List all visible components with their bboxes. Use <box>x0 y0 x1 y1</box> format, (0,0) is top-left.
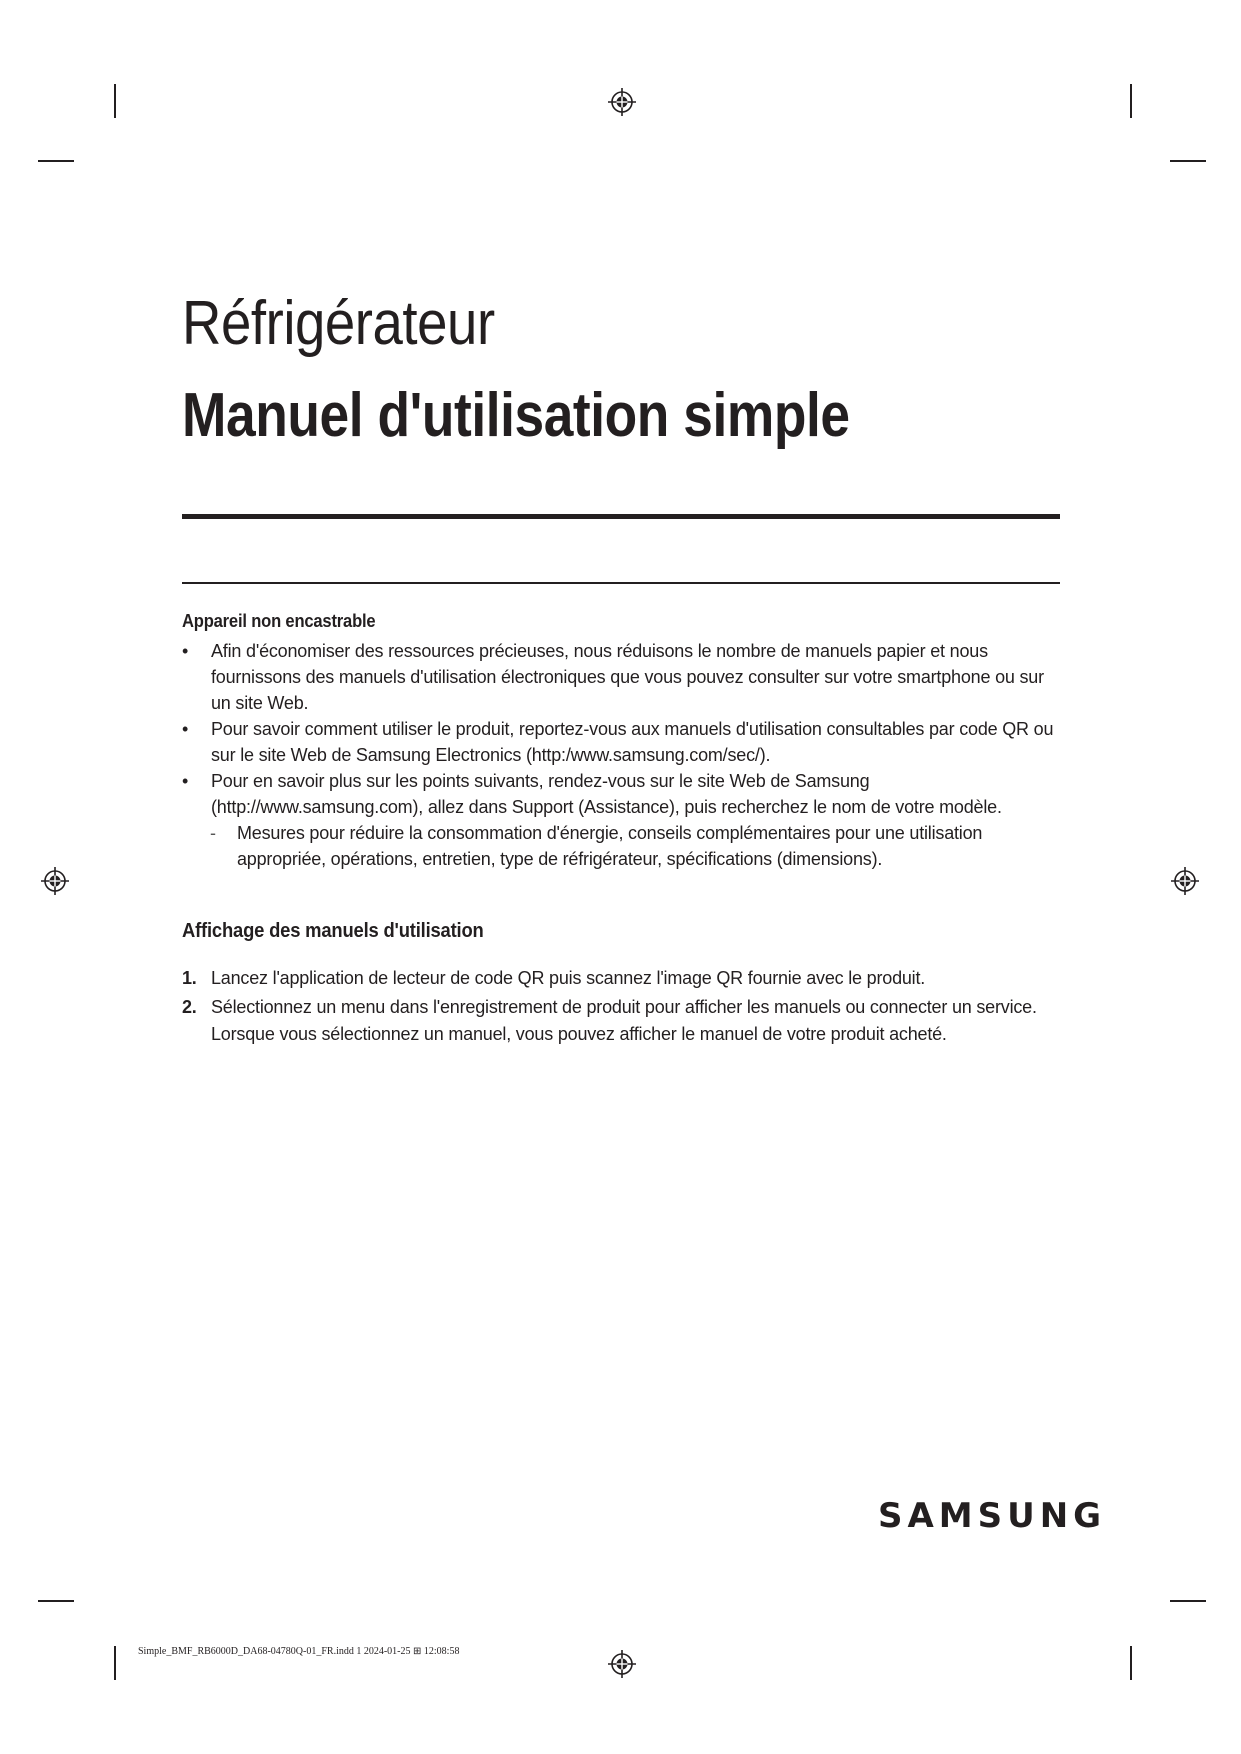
bullet-icon: • <box>182 719 189 739</box>
crop-mark <box>1170 160 1206 162</box>
crop-mark <box>1130 1646 1132 1680</box>
list-item-text: Pour savoir comment utiliser le produit, reportez-vous aux manuels d'utilisation consultables par code QR ou sur le site Web de Samsung Electronics (http:/www.samsung.com/sec/). <box>211 719 1054 765</box>
step-text: Sélectionnez un menu dans l'enregistrement de produit pour afficher les manuels ou connecter un service. Lorsque vous sélectionnez un manuel, vous pouvez afficher le manuel de votre produit acheté. <box>211 997 1037 1044</box>
list-item <box>182 638 1060 716</box>
list-item <box>182 716 1060 768</box>
step-number: 2. <box>182 997 197 1017</box>
step-item <box>182 994 1060 1048</box>
bullet-list <box>182 638 1060 820</box>
registration-mark-icon <box>40 866 70 896</box>
sub-list-item <box>182 820 1060 872</box>
section-heading: Affichage des manuels d'utilisation <box>182 920 484 942</box>
registration-mark-icon <box>607 87 637 117</box>
crop-mark <box>114 1646 116 1680</box>
list-item-text: Pour en savoir plus sur les points suivants, rendez-vous sur le site Web de Samsung (http://www.samsung.com), allez dans Support (Assistance), puis recherchez le nom de votre modèle. <box>211 771 1002 817</box>
step-text: Lancez l'application de lecteur de code QR puis scannez l'image QR fournie avec le produit. <box>211 968 926 988</box>
section-heading: Appareil non encastrable <box>182 611 376 631</box>
dash-icon: - <box>210 823 216 843</box>
section-viewing-manuals <box>182 918 1060 1048</box>
divider-thin <box>182 582 1060 584</box>
section-freestanding <box>182 608 1060 872</box>
steps-list <box>182 965 1060 1048</box>
list-item-text: Afin d'économiser des ressources précieuses, nous réduisons le nombre de manuels papier et nous fournissons des manuels d'utilisation électroniques que vous pouvez consulter sur votre smartphone ou sur un site Web. <box>211 641 1044 713</box>
samsung-logo: SAMSUNG <box>878 1496 1107 1536</box>
document-subtitle: Manuel d'utilisation simple <box>182 381 850 450</box>
list-item <box>182 768 1060 820</box>
sub-list <box>182 820 1060 872</box>
document-title: Réfrigérateur <box>182 289 495 358</box>
crop-mark <box>114 84 116 118</box>
crop-mark <box>1170 1600 1206 1602</box>
registration-mark-icon <box>607 1649 637 1679</box>
bullet-icon: • <box>182 771 189 791</box>
crop-mark <box>38 1600 74 1602</box>
crop-mark <box>1130 84 1132 118</box>
step-number: 1. <box>182 968 197 988</box>
bullet-icon: • <box>182 641 189 661</box>
registration-mark-icon <box>1170 866 1200 896</box>
sub-list-item-text: Mesures pour réduire la consommation d'énergie, conseils complémentaires pour une utilisation appropriée, opérations, entretien, type de réfrigérateur, spécifications (dimensions). <box>237 823 983 869</box>
divider-thick <box>182 514 1060 519</box>
step-item <box>182 965 1060 992</box>
print-slug: Simple_BMF_RB6000D_DA68-04780Q-01_FR.indd 1 2024-01-25 ⊞ 12:08:58 <box>138 1646 460 1657</box>
crop-mark <box>38 160 74 162</box>
